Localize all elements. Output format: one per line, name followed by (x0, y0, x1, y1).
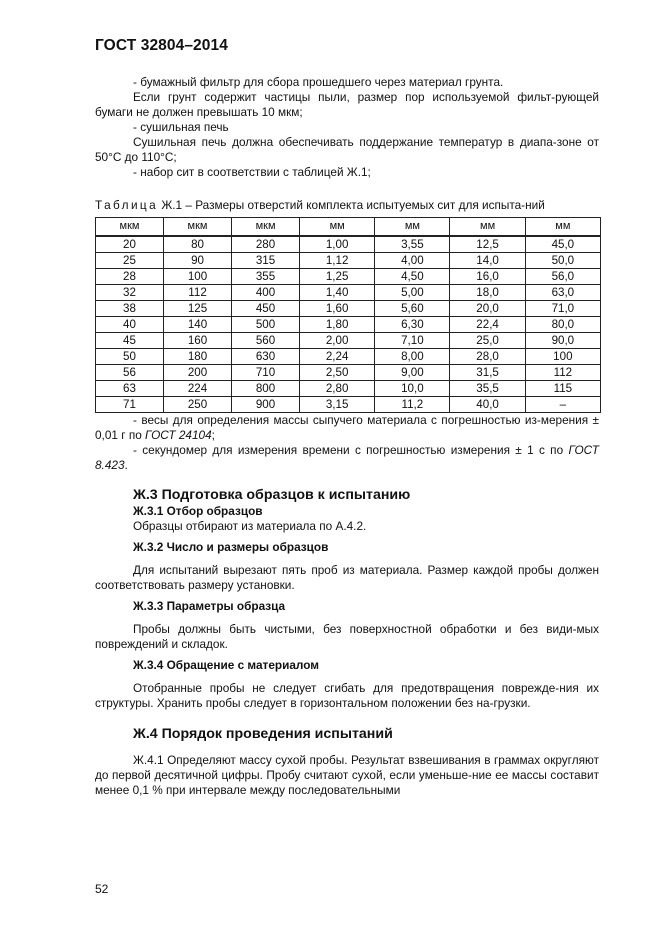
table-cell: 2,50 (300, 365, 375, 381)
table-cell: 125 (164, 301, 232, 317)
table-header-cell: мкм (232, 218, 300, 237)
table-cell: 7,10 (375, 333, 450, 349)
table-cell: 90,0 (525, 333, 600, 349)
table-row (96, 253, 601, 269)
table-row (96, 236, 601, 253)
para-stopwatch-end: . (124, 458, 128, 472)
table-cell: 100 (164, 269, 232, 285)
table-cell: 20,0 (450, 301, 525, 317)
table-row (96, 269, 601, 285)
table-cell: 28 (96, 269, 164, 285)
table-cell: 28,0 (450, 349, 525, 365)
table-cell: 1,25 (300, 269, 375, 285)
para-oven: - сушильная печь (133, 120, 229, 134)
table-cell: 4,00 (375, 253, 450, 269)
table-cell: 2,24 (300, 349, 375, 365)
table-header-cell: мм (300, 218, 375, 237)
table-cell: 71,0 (525, 301, 600, 317)
para-filter: - бумажный фильтр для сбора прошедшего через материал грунта. (133, 75, 504, 89)
table-cell: 38 (96, 301, 164, 317)
table-cell: 31,5 (450, 365, 525, 381)
table-cell: 10,0 (375, 381, 450, 397)
table-row (96, 317, 601, 333)
table-cell: 200 (164, 365, 232, 381)
table-cell: 18,0 (450, 285, 525, 301)
table-cell: 32 (96, 285, 164, 301)
para-stopwatch-text: - секундомер для измерения времени с погрешностью измерения ± 1 с по (133, 443, 569, 457)
document-code: ГОСТ 32804–2014 (95, 37, 228, 54)
table-cell: 45,0 (525, 236, 600, 253)
para-stopwatch (95, 443, 599, 473)
table-caption-label: Таблица (95, 198, 159, 212)
page-number: 52 (95, 882, 109, 896)
table-cell: 710 (232, 365, 300, 381)
table-cell: 112 (525, 365, 600, 381)
subsection-3-1-heading: Ж.3.1 Отбор образцов (133, 504, 263, 518)
table-cell: 1,00 (300, 236, 375, 253)
table-cell: 160 (164, 333, 232, 349)
table-cell: 900 (232, 397, 300, 413)
table-cell: 25 (96, 253, 164, 269)
table-cell: 80,0 (525, 317, 600, 333)
table-cell: 140 (164, 317, 232, 333)
table-cell: 5,60 (375, 301, 450, 317)
table-cell: 12,5 (450, 236, 525, 253)
table-cell: 280 (232, 236, 300, 253)
table-cell: 45 (96, 333, 164, 349)
table-cell: 250 (164, 397, 232, 413)
table-cell: 3,15 (300, 397, 375, 413)
table-row (96, 333, 601, 349)
table-cell: 500 (232, 317, 300, 333)
table-row (96, 397, 601, 413)
table-cell: 50 (96, 349, 164, 365)
subsection-3-1-text: Образцы отбирают из материала по А.4.2. (133, 519, 367, 533)
table-cell: 5,00 (375, 285, 450, 301)
table-cell: 9,00 (375, 365, 450, 381)
table-header-cell: мкм (164, 218, 232, 237)
table-cell: 20 (96, 236, 164, 253)
para-scales (95, 413, 599, 443)
page-content (95, 75, 599, 798)
table-cell: 1,60 (300, 301, 375, 317)
table-row (96, 349, 601, 365)
table-cell: 4,50 (375, 269, 450, 285)
para-scales-text: - весы для определения массы сыпучего материала с погрешностью из-мерения ± 0,01 г по (95, 413, 599, 442)
sieve-table (95, 217, 601, 413)
table-cell: – (525, 397, 600, 413)
table-row (96, 301, 601, 317)
gost-24104-ref: ГОСТ 24104 (145, 428, 212, 442)
table-caption-text: Ж.1 – Размеры отверстий комплекта испытуемых сит для испыта-ний (161, 198, 545, 212)
gost-8423-ref: ГОСТ 8.423 (95, 443, 599, 472)
table-cell: 355 (232, 269, 300, 285)
table-cell: 6,30 (375, 317, 450, 333)
table-cell: 40 (96, 317, 164, 333)
table-cell: 22,4 (450, 317, 525, 333)
table-header-row (96, 218, 601, 237)
table-cell: 71 (96, 397, 164, 413)
table-cell: 80 (164, 236, 232, 253)
table-cell: 25,0 (450, 333, 525, 349)
section-3-heading: Ж.3 Подготовка образцов к испытанию (133, 487, 411, 503)
table-cell: 1,40 (300, 285, 375, 301)
table-caption (95, 198, 599, 213)
table-cell: 400 (232, 285, 300, 301)
table-cell: 630 (232, 349, 300, 365)
para-sieves: - набор сит в соответствии с таблицей Ж.1; (133, 165, 371, 179)
table-cell: 560 (232, 333, 300, 349)
table-cell: 40,0 (450, 397, 525, 413)
table-cell: 112 (164, 285, 232, 301)
table-cell: 1,80 (300, 317, 375, 333)
table-cell: 315 (232, 253, 300, 269)
subsection-3-4-text: Отобранные пробы не следует сгибать для предотвращения поврежде-ния их структуры. Хранить пробы следует в горизонтальном положении без на-грузки. (95, 681, 599, 710)
table-row (96, 285, 601, 301)
section-4-heading: Ж.4 Порядок проведения испытаний (133, 726, 393, 742)
table-cell: 16,0 (450, 269, 525, 285)
table-cell: 11,2 (375, 397, 450, 413)
table-cell: 224 (164, 381, 232, 397)
table-row (96, 381, 601, 397)
subsection-3-4-heading: Ж.3.4 Обращение с материалом (133, 658, 320, 672)
table-cell: 50,0 (525, 253, 600, 269)
table-row (96, 365, 601, 381)
table-cell: 180 (164, 349, 232, 365)
table-cell: 63,0 (525, 285, 600, 301)
table-header-cell: мм (375, 218, 450, 237)
table-cell: 450 (232, 301, 300, 317)
section-4-para-1: Ж.4.1 Определяют массу сухой пробы. Результат взвешивания в граммах округляют до первой десятичной цифры. Пробу считают сухой, если уменьше-ние ее массы составит менее 0,1 % при интервале между последовательными (95, 753, 599, 797)
table-cell: 2,80 (300, 381, 375, 397)
table-header-cell: мм (450, 218, 525, 237)
table-cell: 56 (96, 365, 164, 381)
table-cell: 56,0 (525, 269, 600, 285)
table-body (96, 236, 601, 413)
table-cell: 90 (164, 253, 232, 269)
subsection-3-2-heading: Ж.3.2 Число и размеры образцов (133, 540, 329, 554)
table-cell: 115 (525, 381, 600, 397)
para-dust: Если грунт содержит частицы пыли, размер пор используемой фильт-рующей бумаги не должен превышать 10 мкм; (95, 90, 599, 119)
table-cell: 3,55 (375, 236, 450, 253)
para-oven-temp: Сушильная печь должна обеспечивать поддержание температур в диапа-зоне от 50°С до 110°С; (95, 135, 599, 164)
para-scales-end: ; (211, 428, 215, 442)
table-cell: 14,0 (450, 253, 525, 269)
table-header-cell: мм (525, 218, 600, 237)
table-cell: 2,00 (300, 333, 375, 349)
table-cell: 35,5 (450, 381, 525, 397)
subsection-3-2-text: Для испытаний вырезают пять проб из материала. Размер каждой пробы должен соответствовать размеру установки. (95, 563, 599, 592)
table-cell: 800 (232, 381, 300, 397)
table-cell: 1,12 (300, 253, 375, 269)
table-header-cell: мкм (96, 218, 164, 237)
subsection-3-3-text: Пробы должны быть чистыми, без поверхностной обработки и без види-мых повреждений и складок. (95, 622, 599, 651)
table-cell: 8,00 (375, 349, 450, 365)
table-cell: 100 (525, 349, 600, 365)
subsection-3-3-heading: Ж.3.3 Параметры образца (133, 599, 286, 613)
table-cell: 63 (96, 381, 164, 397)
